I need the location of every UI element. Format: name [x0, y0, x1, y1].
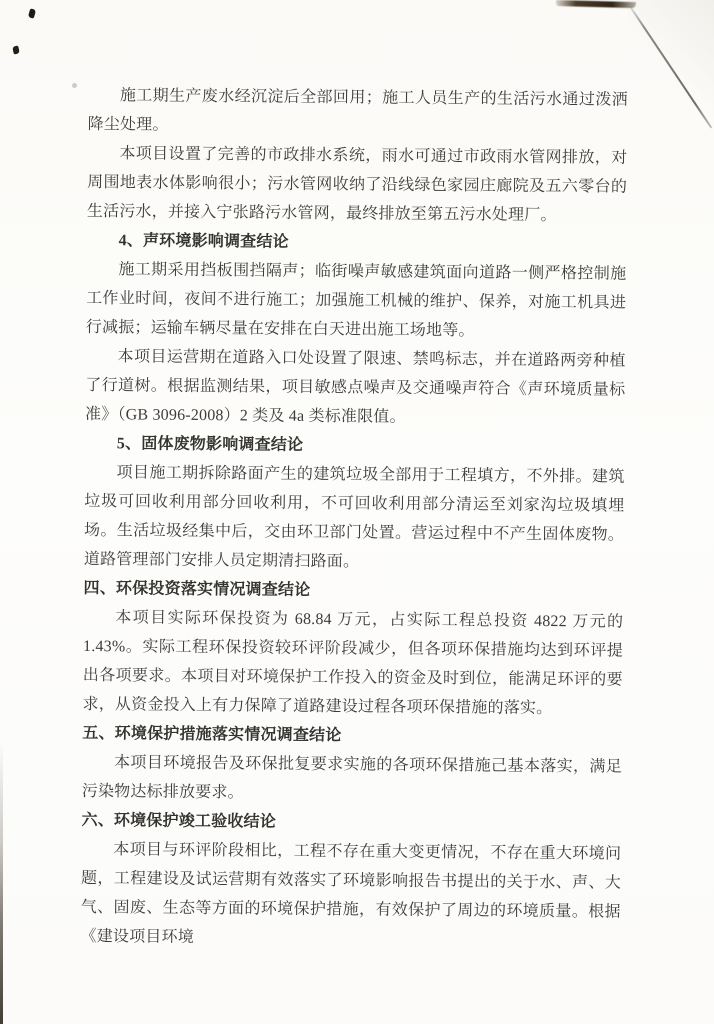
paragraph: 本项目设置了完善的市政排水系统，雨水可通过市政雨水管网排放，对周围地表水体影响很小；污水管网收纳了沿线绿色家园庄廊院及五六零台的生活污水，并接入宁张路污水管网，最终排放至第五污水处理厂。: [86, 145, 628, 225]
chapter-heading: 五、环境保护措施落实情况调查结论: [82, 724, 342, 745]
chapter-heading: 四、环保投资落实情况调查结论: [83, 579, 311, 599]
ink-speck: [72, 83, 77, 88]
ink-speck: [28, 8, 36, 18]
ink-speck: [12, 45, 20, 54]
chapter-heading: 六、环境保护竣工验收结论: [81, 811, 277, 831]
paragraph: 本项目运营期在道路入口处设置了限速、禁鸣标志，并在道路两旁种植了行道树。根据监测结果，项目敏感点噪声及交通噪声符合《声环境质量标准》（GB 3096-2008）2 类及 4a 类标准限值。: [85, 348, 626, 426]
section-heading: 4、声环境影响调查结论: [118, 232, 289, 251]
paragraph: 项目施工期拆除路面产生的建筑垃圾全部用于工程填方，不外排。建筑垃圾可回收利用部分回收利用，不可回收利用部分清运至刘家沟垃圾填埋场。生活垃圾经集中后，交由环卫部门处置。营运过程中不产生固体废物。道路管理部门安排人员定期清扫路面。: [83, 464, 625, 571]
paragraph: 本项目实际环保投资为 68.84 万元，占实际工程总投资 4822 万元的 1.43%。实际工程环保投资较环评阶段减少，但各项环保措施均达到环评提出各项要求。本项目对环境保护工作投入的资金及时到位，能满足环评的要求，从资金投入上有力保障了道路建设过程各项环保措施的落实。: [82, 609, 624, 718]
paragraph: 施工期采用挡板围挡隔声；临街噪声敏感建筑面向道路一侧严格控制施工作业时间，夜间不进行施工；加强施工机械的维护、保养，对施工机具进行减振；运输车辆尽量在安排在白天进出施工场地等。: [85, 261, 627, 340]
section-heading: 5、固体废物影响调查结论: [116, 435, 304, 454]
document-body: [80, 81, 628, 956]
paragraph: 本项目与环评阶段相比，工程不存在重大变更情况，不存在重大环境问题，工程建设及试运营期有效落实了环境影响报告书提出的关于水、声、大气、固废、生态等方面的环境保护措施，有效保护了周边的环境质量。根据《建设项目环境: [80, 841, 622, 946]
paragraph: 施工期生产废水经沉淀后全部回用；施工人员生产的生活污水通过泼洒降尘处理。: [87, 87, 628, 134]
page-edge-smudge: [556, 0, 636, 8]
paragraph: 本项目环境报告及环保批复要求实施的各项环保措施己基本落实，满足污染物达标排放要求。: [81, 754, 623, 802]
page-fold-crease: [630, 6, 713, 128]
page-edge-shadow: [0, 742, 3, 1024]
